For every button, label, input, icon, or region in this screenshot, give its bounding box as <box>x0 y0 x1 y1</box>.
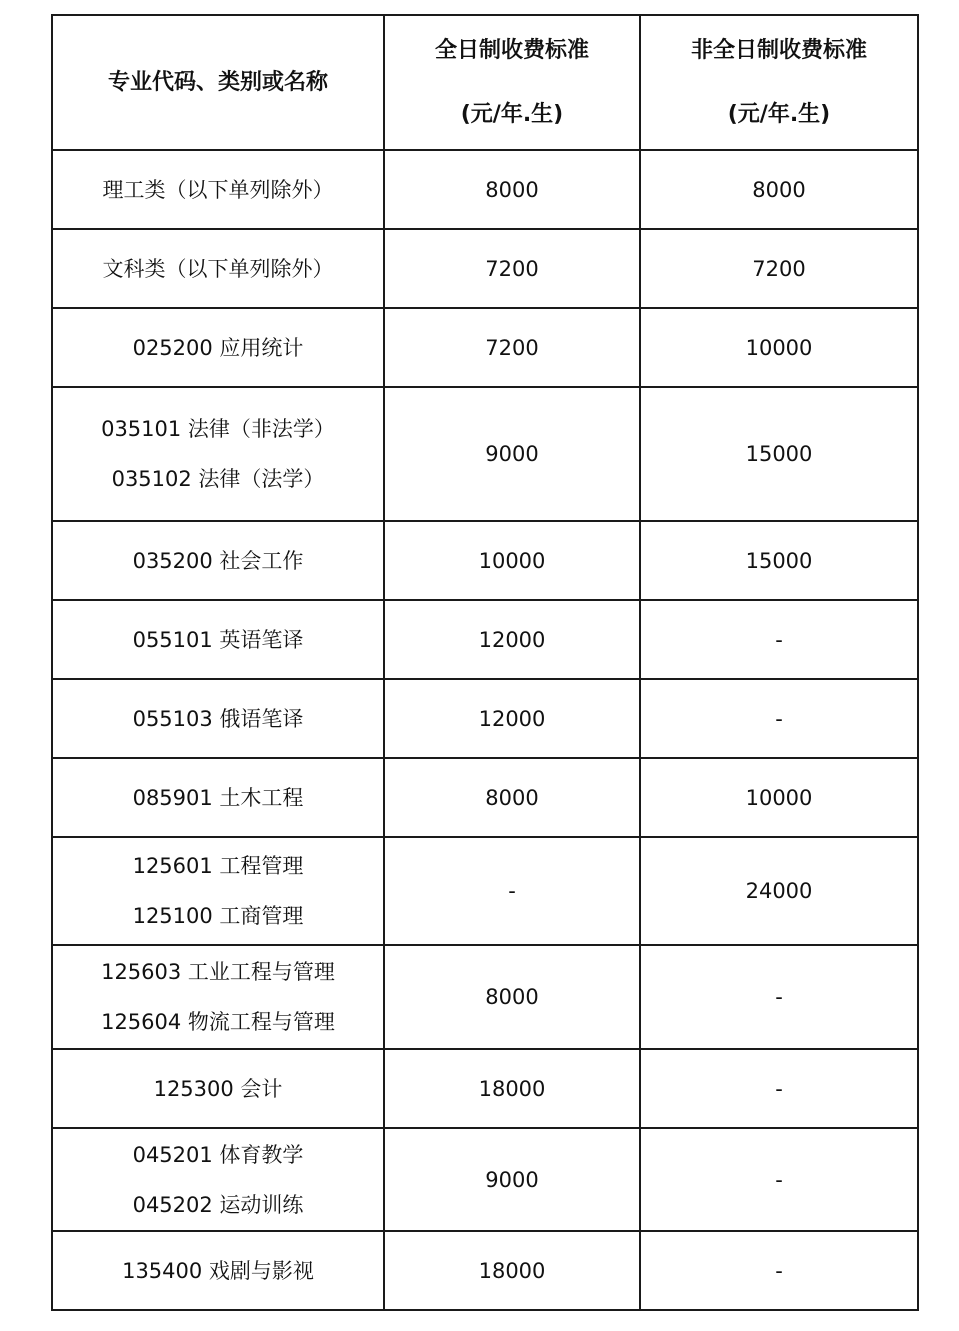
part-time-fee: 15000 <box>640 521 918 600</box>
full-time-fee: 7200 <box>384 308 640 387</box>
part-time-fee: 24000 <box>640 837 918 945</box>
full-time-fee: 12000 <box>384 600 640 679</box>
full-time-fee: 8000 <box>384 758 640 837</box>
part-time-fee: 15000 <box>640 387 918 521</box>
table-row <box>52 679 918 758</box>
part-time-fee: - <box>640 1128 918 1231</box>
table-row <box>52 387 918 521</box>
major-cell: 125601 工程管理 125100 工商管理 <box>52 837 384 945</box>
major-cell: 055101 英语笔译 <box>52 600 384 679</box>
fee-table <box>51 14 919 1311</box>
full-time-fee: 9000 <box>384 1128 640 1231</box>
part-time-fee: 10000 <box>640 758 918 837</box>
major-cell: 085901 土木工程 <box>52 758 384 837</box>
table-row <box>52 837 918 945</box>
full-time-fee: 10000 <box>384 521 640 600</box>
major-cell: 045201 体育教学 045202 运动训练 <box>52 1128 384 1231</box>
header-major: 专业代码、类别或名称 <box>52 15 384 150</box>
table-row <box>52 1049 918 1128</box>
major-cell: 125300 会计 <box>52 1049 384 1128</box>
major-cell: 125603 工业工程与管理 125604 物流工程与管理 <box>52 945 384 1049</box>
table-row <box>52 1128 918 1231</box>
major-cell: 135400 戏剧与影视 <box>52 1231 384 1310</box>
major-cell: 理工类（以下单列除外） <box>52 150 384 229</box>
major-cell: 035200 社会工作 <box>52 521 384 600</box>
full-time-fee: 7200 <box>384 229 640 308</box>
full-time-fee: 9000 <box>384 387 640 521</box>
full-time-fee: 8000 <box>384 150 640 229</box>
major-cell: 055103 俄语笔译 <box>52 679 384 758</box>
part-time-fee: 10000 <box>640 308 918 387</box>
table-header-row <box>52 15 918 150</box>
table-row <box>52 150 918 229</box>
part-time-fee: - <box>640 679 918 758</box>
part-time-fee: 8000 <box>640 150 918 229</box>
header-full-time: 全日制收费标准 (元/年.生) <box>384 15 640 150</box>
part-time-fee: - <box>640 600 918 679</box>
major-cell: 035101 法律（非法学） 035102 法律（法学） <box>52 387 384 521</box>
part-time-fee: - <box>640 945 918 1049</box>
table-row <box>52 308 918 387</box>
full-time-fee: 8000 <box>384 945 640 1049</box>
table-row <box>52 521 918 600</box>
full-time-fee: 18000 <box>384 1231 640 1310</box>
major-cell: 025200 应用统计 <box>52 308 384 387</box>
table-row <box>52 600 918 679</box>
part-time-fee: - <box>640 1049 918 1128</box>
table-row <box>52 1231 918 1310</box>
part-time-fee: - <box>640 1231 918 1310</box>
table-row <box>52 229 918 308</box>
full-time-fee: - <box>384 837 640 945</box>
major-cell: 文科类（以下单列除外） <box>52 229 384 308</box>
table-row <box>52 758 918 837</box>
full-time-fee: 18000 <box>384 1049 640 1128</box>
header-part-time: 非全日制收费标准 (元/年.生) <box>640 15 918 150</box>
table-row <box>52 945 918 1049</box>
full-time-fee: 12000 <box>384 679 640 758</box>
part-time-fee: 7200 <box>640 229 918 308</box>
